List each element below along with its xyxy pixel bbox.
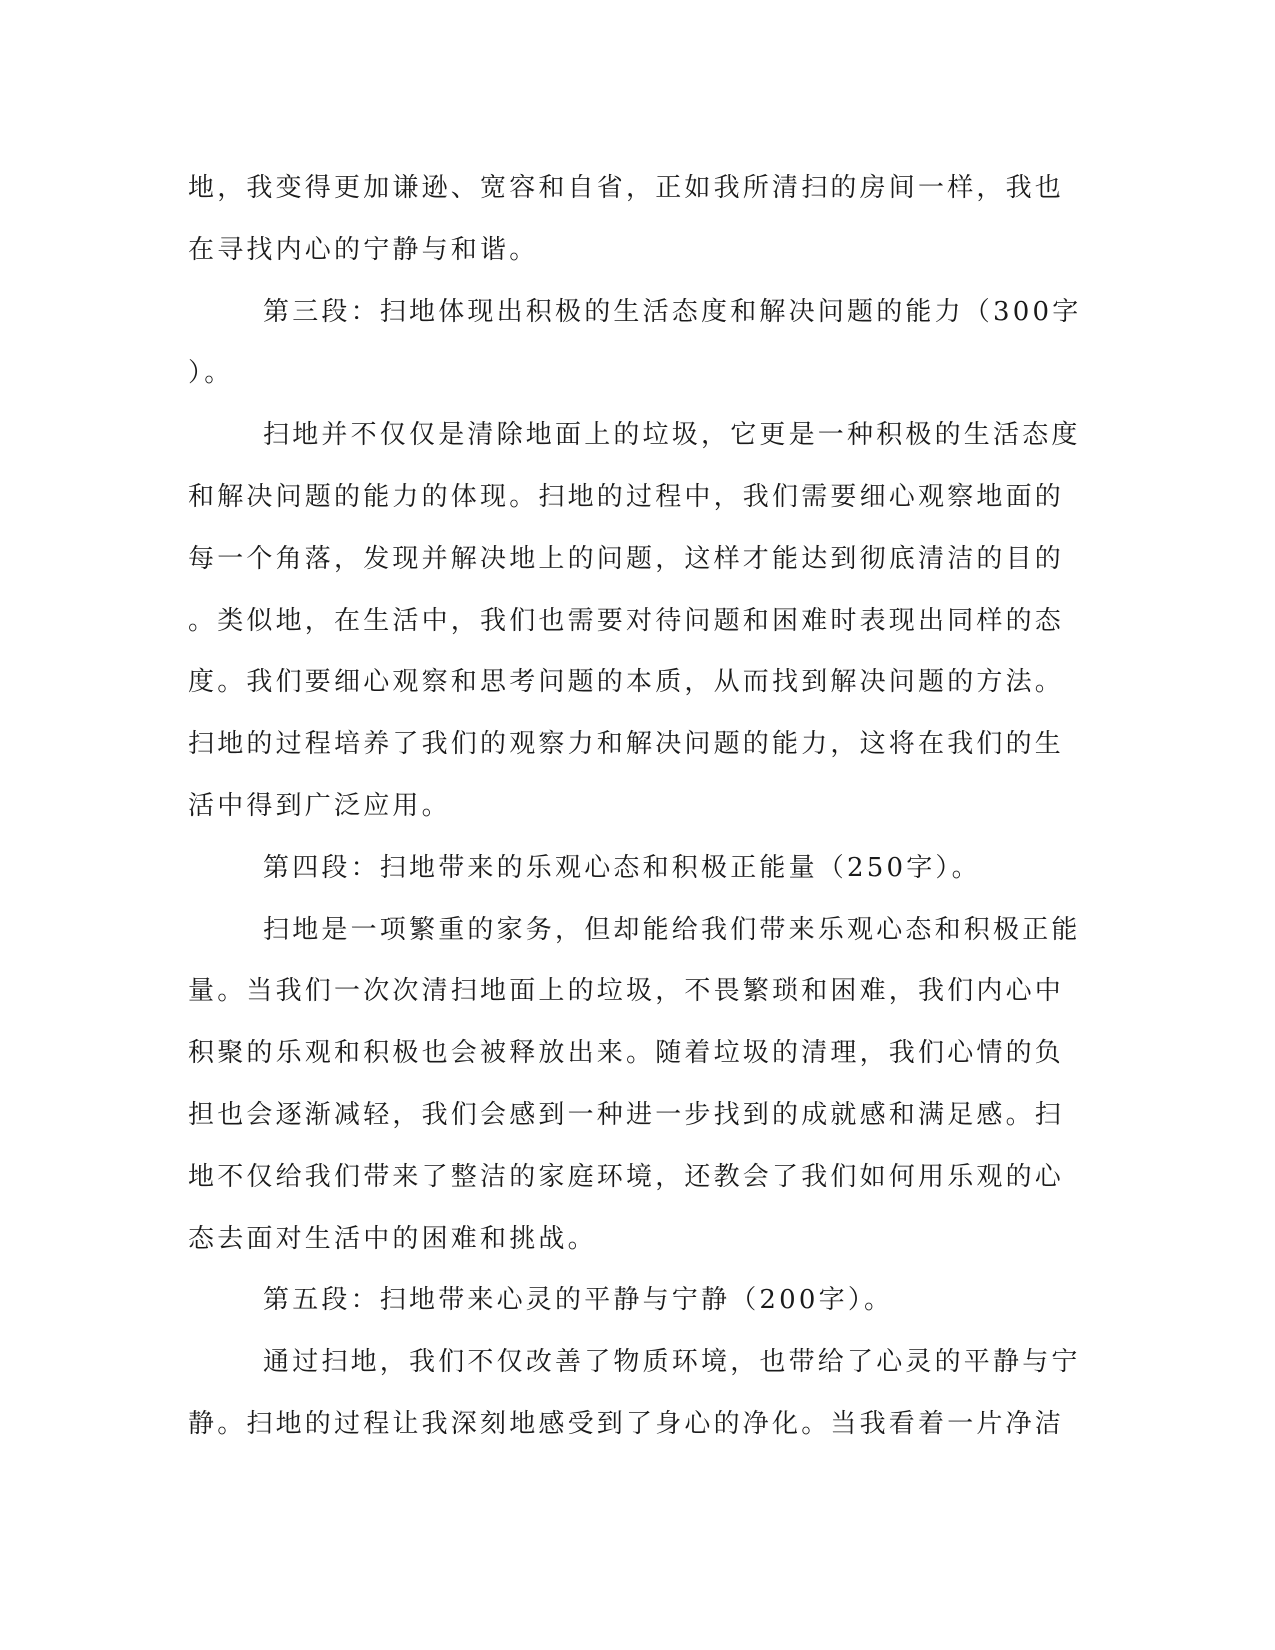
- text-line: 积聚的乐观和积极也会被释放出来。随着垃圾的清理，我们心情的负: [188, 1038, 1065, 1069]
- text-line: 活中得到广泛应用。: [188, 790, 451, 821]
- document-body: [188, 158, 1082, 1456]
- text-line: 担也会逐渐减轻，我们会感到一种进一步找到的成就感和满足感。扫: [188, 1099, 1065, 1130]
- text-line: 地不仅给我们带来了整洁的家庭环境，还教会了我们如何用乐观的心: [188, 1161, 1065, 1192]
- text-line: 在寻找内心的宁静与和谐。: [188, 234, 539, 265]
- text-line: 地，我变得更加谦逊、宽容和自省，正如我所清扫的房间一样，我也: [188, 173, 1065, 203]
- section-heading-5: 第五段：扫地带来心灵的平静与宁静（200字）。: [263, 1285, 894, 1316]
- text-line: 每一个角落，发现并解决地上的问题，这样才能达到彻底清洁的目的: [188, 543, 1065, 574]
- text-line: 度。我们要细心观察和思考问题的本质，从而找到解决问题的方法。: [188, 667, 1065, 698]
- section-heading-4: 第四段：扫地带来的乐观心态和积极正能量（250字）。: [263, 852, 981, 883]
- paragraph-start: 扫地并不仅仅是清除地面上的垃圾，它更是一种积极的生活态度: [263, 420, 1081, 451]
- paragraph-start: 扫地是一项繁重的家务，但却能给我们带来乐观心态和积极正能: [263, 914, 1081, 945]
- paragraph-start: 通过扫地，我们不仅改善了物质环境，也带给了心灵的平静与宁: [263, 1347, 1081, 1378]
- text-line: 静。扫地的过程让我深刻地感受到了身心的净化。当我看着一片净洁: [188, 1408, 1065, 1439]
- section-heading-3: 第三段：扫地体现出积极的生活态度和解决问题的能力（300字: [263, 296, 1082, 327]
- text-line: 态去面对生活中的困难和挑战。: [188, 1223, 597, 1254]
- text-line: ）。: [188, 358, 234, 389]
- text-line: 。类似地，在生活中，我们也需要对待问题和困难时表现出同样的态: [188, 605, 1065, 636]
- text-line: 量。当我们一次次清扫地面上的垃圾，不畏繁琐和困难，我们内心中: [188, 976, 1065, 1007]
- text-line: 扫地的过程培养了我们的观察力和解决问题的能力，这将在我们的生: [188, 729, 1065, 760]
- text-line: 和解决问题的能力的体现。扫地的过程中，我们需要细心观察地面的: [188, 481, 1065, 512]
